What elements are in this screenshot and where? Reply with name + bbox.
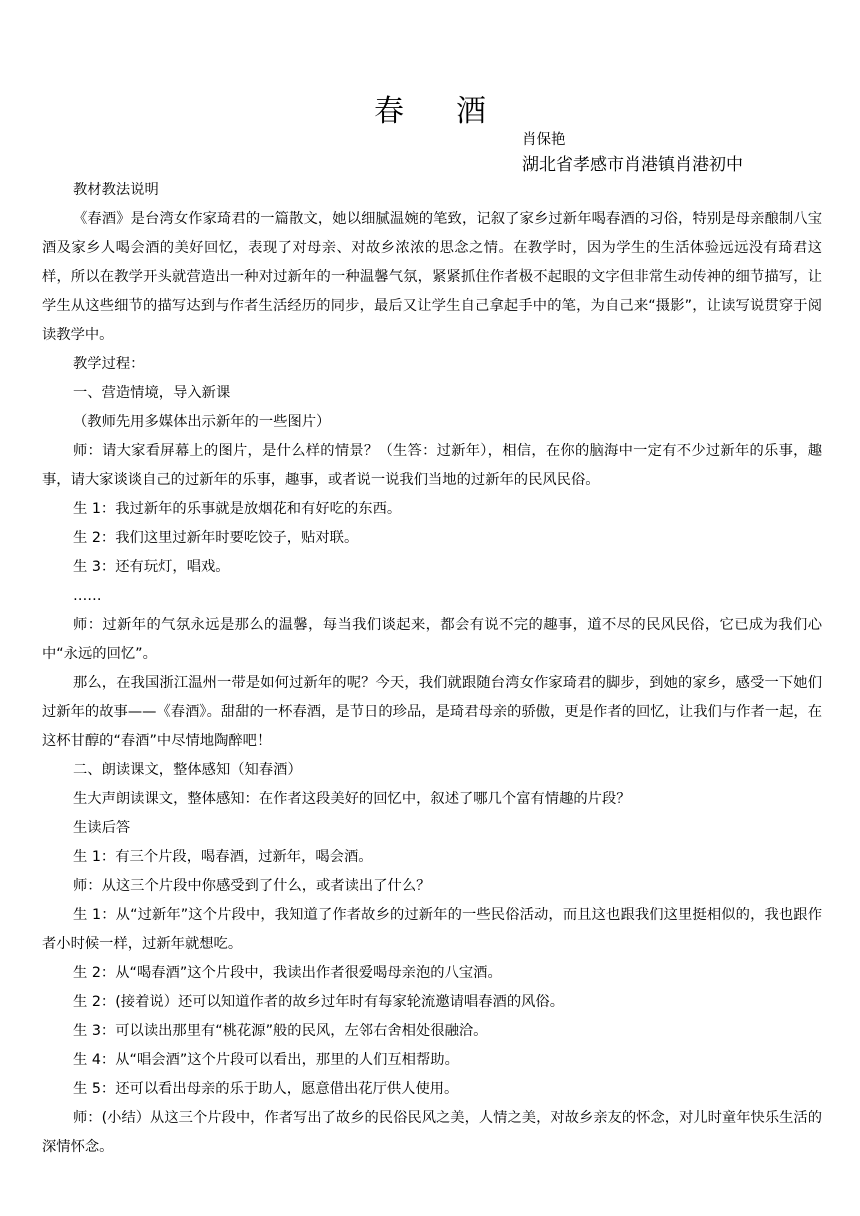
section-heading-1: 一、营造情境，导入新课 [73,385,231,401]
paragraph: 师：过新年的气氛永远是那么的温馨，每当我们谈起来，都会有说不完的趣事，道不尽的民风民俗，它已成为我们心中“永远的回忆”。 [42,617,822,662]
paragraph: 生 3：可以读出那里有“桃花源”般的民风，左邻右舍相处很融洽。 [73,1023,488,1039]
paragraph: 师：请大家看屏幕上的图片，是什么样的情景？（生答：过新年），相信，在你的脑海中一定有不少过新年的乐事，趣事，请大家谈谈自己的过新年的乐事，趣事，或者说一说我们当地的过新年的民风民俗。 [42,443,822,488]
title-char-1: 春 [374,94,404,129]
author-affiliation: 湖北省孝感市肖港镇肖港初中 [522,155,743,175]
paragraph-summary: 师：(小结）从这三个片段中，作者写出了故乡的民俗民风之美，人情之美，对故乡亲友的怀念，对儿时童年快乐生活的深情怀念。 [42,1110,823,1155]
section-heading-process: 教学过程： [73,356,145,372]
author-name: 肖保艳 [522,132,566,148]
paragraph: 那么，在我国浙江温州一带是如何过新年的呢？今天，我们就跟随台湾女作家琦君的脚步，到她的家乡，感受一下她们过新年的故事——《春酒》。甜甜的一杯春酒，是节日的珍品，是琦君母亲的骄傲，更是作者的回忆，让我们与作者一起，在这杯甘醇的“春酒”中尽情地陶醉吧！ [42,675,822,749]
paragraph: 生 2：从“喝春酒”这个片段中，我读出作者很爱喝母亲泡的八宝酒。 [73,965,502,981]
document-title [0,86,860,130]
paragraph: 生读后答 [73,820,131,836]
paragraph: 生 2：(接着说）还可以知道作者的故乡过年时有每家轮流邀请唱春酒的风俗。 [73,994,565,1010]
paragraph: 生 1：我过新年的乐事就是放烟花和有好吃的东西。 [73,501,402,517]
section-heading-method: 教材教法说明 [73,182,159,198]
section-heading-2: 二、朗读课文，整体感知（知春酒） [73,762,302,778]
paragraph: 生 1：有三个片段，喝春酒，过新年，喝会酒。 [73,849,373,865]
paragraph: （教师先用多媒体出示新年的一些图片） [73,414,331,430]
paragraph: 师：从这三个片段中你感受到了什么，或者读出了什么？ [73,878,431,894]
paragraph: 生 1：从“过新年”这个片段中，我知道了作者故乡的过新年的一些民俗活动，而且这也跟我们这里挺相似的，我也跟作者小时候一样，过新年就想吃。 [42,907,822,952]
paragraph-intro: 《春酒》是台湾女作家琦君的一篇散文，她以细腻温婉的笔致，记叙了家乡过新年喝春酒的习俗，特别是母亲酿制八宝酒及家乡人喝会酒的美好回忆，表现了对母亲、对故乡浓浓的思念之情。在教学时，因为学生的生活体验远远没有琦君这样，所以在教学开头就营造出一种对过新年的一种温馨气氛，紧紧抓住作者极不起眼的文字但非常生动传神的细节描写，让学生从这些细节的描写达到与作者生活经历的同步，最后又让学生自己拿起手中的笔，为自己来“摄影”，让读写说贯穿于阅读教学中。 [42,211,822,343]
paragraph: 生大声朗读课文，整体感知：在作者这段美好的回忆中，叙述了哪几个富有情趣的片段？ [73,791,631,807]
paragraph: 生 4：从“唱会酒”这个片段可以看出，那里的人们互相帮助。 [73,1052,459,1068]
title-char-2: 酒 [456,94,486,129]
paragraph: 生 3：还有玩灯，唱戏。 [73,559,230,575]
document-body [42,176,822,1162]
paragraph: 生 5：还可以看出母亲的乐于助人，愿意借出花厅供人使用。 [73,1081,459,1097]
ellipsis: …… [73,588,102,604]
paragraph: 生 2：我们这里过新年时要吃饺子，贴对联。 [73,530,359,546]
